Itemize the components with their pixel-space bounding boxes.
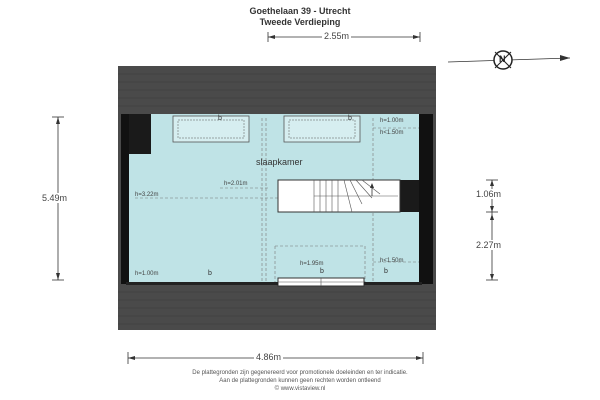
top-width-label: 2.55m bbox=[324, 31, 350, 41]
height-label: h=1.95m bbox=[300, 261, 324, 267]
stairs-icon bbox=[278, 180, 400, 212]
floor-title: Tweede Verdieping bbox=[259, 17, 341, 27]
right-upper-label: 1.06m bbox=[476, 189, 502, 199]
skylight-left bbox=[173, 116, 249, 142]
disclaimer-line-2: Aan de plattegronden kunnen geen rechten worden ontleend bbox=[219, 378, 381, 384]
address-title: Goethelaan 39 - Utrecht bbox=[249, 6, 351, 16]
bottom-wall-left bbox=[126, 282, 278, 285]
window-label: b bbox=[208, 270, 212, 277]
room-name: slaapkamer bbox=[256, 157, 303, 167]
window-label: b bbox=[384, 268, 388, 275]
window-label: b bbox=[218, 115, 222, 122]
left-height-label: 5.49m bbox=[42, 193, 68, 203]
bottom-window bbox=[278, 278, 364, 286]
window-label: b bbox=[348, 115, 352, 122]
bottom-width-label: 4.86m bbox=[256, 352, 282, 362]
height-label: h=1.00m bbox=[380, 118, 404, 124]
height-label: h=3.22m bbox=[135, 192, 159, 198]
height-label: h=1.00m bbox=[135, 271, 159, 277]
height-label: h<1.50m bbox=[380, 258, 404, 264]
compass-icon bbox=[448, 51, 570, 69]
right-column bbox=[400, 180, 419, 212]
right-wall bbox=[419, 114, 433, 284]
chimney bbox=[129, 114, 151, 154]
height-label: h=2.01m bbox=[224, 181, 248, 187]
left-wall bbox=[121, 114, 129, 284]
window-label: b bbox=[320, 268, 324, 275]
disclaimer-line-1: De plattegronden zijn gegenereerd voor promotionele doeleinden en ter indicatie. bbox=[192, 370, 408, 376]
right-lower-label: 2.27m bbox=[476, 240, 502, 250]
height-label: h<1.50m bbox=[380, 130, 404, 136]
compass-letter: N bbox=[499, 54, 506, 64]
copyright: © www.vistaview.nl bbox=[274, 386, 326, 392]
bottom-wall-right bbox=[364, 282, 422, 285]
